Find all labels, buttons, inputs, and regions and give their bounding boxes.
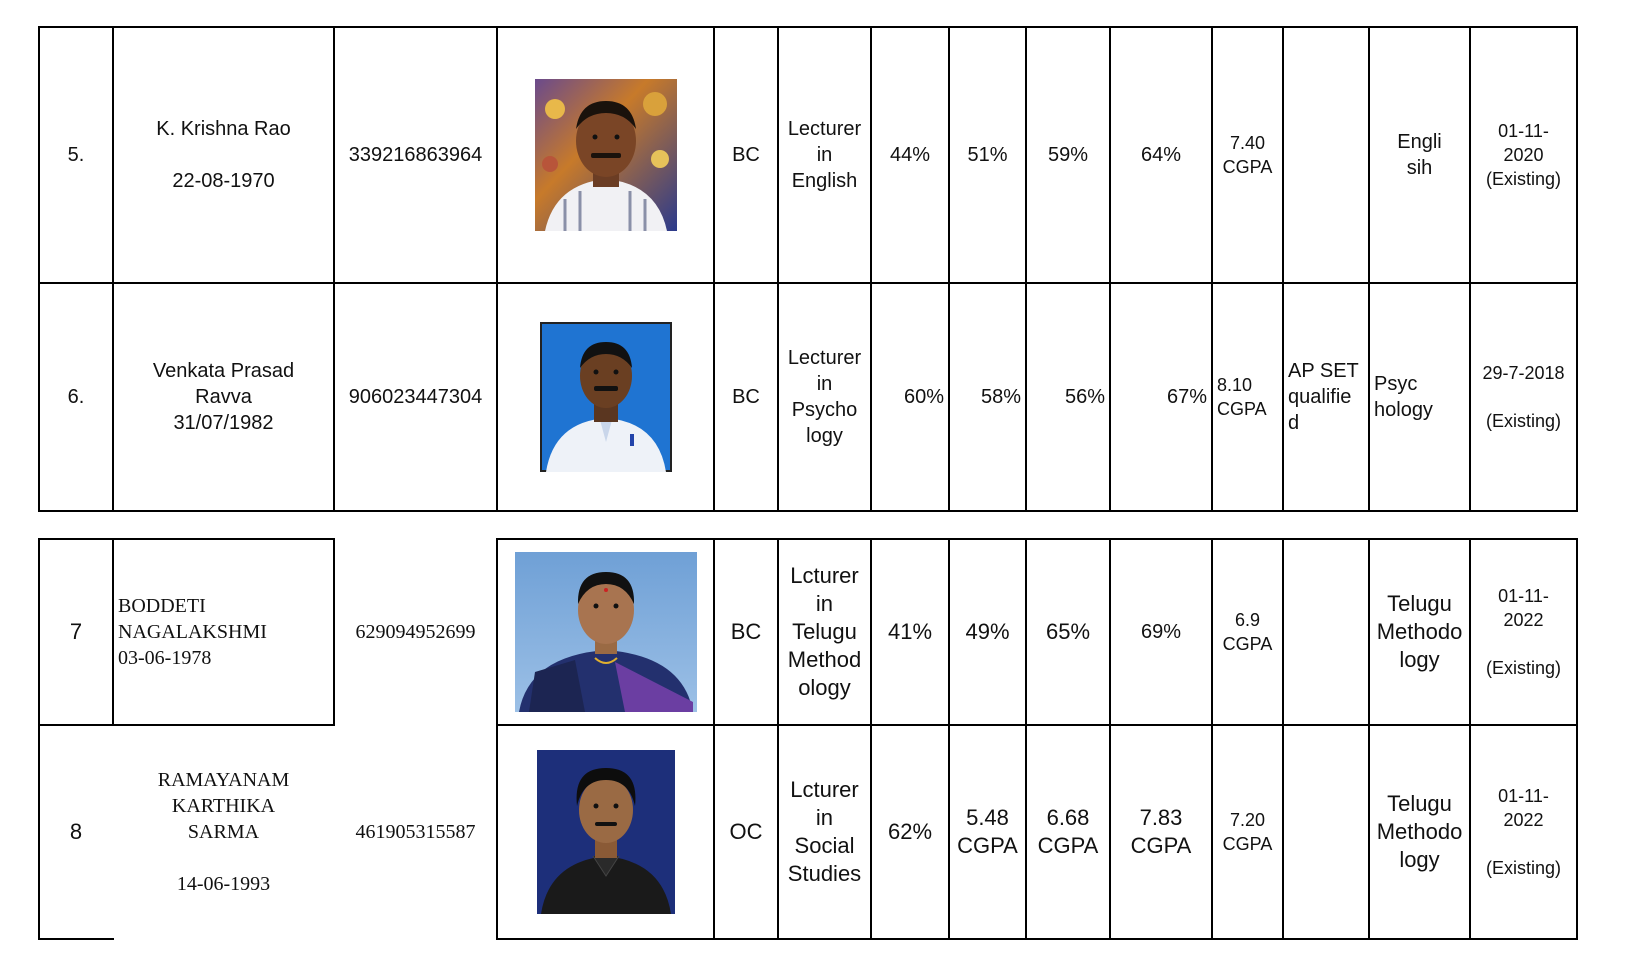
marks-ssc: 60% xyxy=(903,386,944,408)
qualification xyxy=(1284,540,1368,724)
marks-ssc: 41% xyxy=(887,619,933,644)
table-row xyxy=(38,28,1590,282)
photo-cell xyxy=(498,540,713,724)
photo-cell xyxy=(498,284,713,510)
joining-date: 01-11- 2020 (Existing) xyxy=(1485,121,1561,189)
marks-pg: 7.83 CGPA xyxy=(1130,805,1192,858)
qualification: AP SET qualifie d xyxy=(1288,360,1359,434)
candidate-photo xyxy=(535,79,677,231)
joining-date: 01-11- 2022 (Existing) xyxy=(1485,786,1561,878)
marks-inter: 51% xyxy=(967,144,1008,166)
serial-number: 6. xyxy=(67,386,85,408)
grade-cgpa: 6.9 CGPA xyxy=(1222,610,1273,654)
post-applied: Lecturer in English xyxy=(787,118,862,192)
subject: Psyc hology xyxy=(1374,373,1433,421)
table-row xyxy=(38,284,1590,510)
marks-ssc: 62% xyxy=(887,819,933,844)
marks-degree: 6.68 CGPA xyxy=(1037,805,1099,858)
marks-pg: 64% xyxy=(1140,144,1182,166)
category: BC xyxy=(732,386,760,408)
aadhaar-number: 339216863964 xyxy=(348,144,483,166)
category: BC xyxy=(730,619,762,644)
photo-cell xyxy=(498,726,713,938)
table-row xyxy=(38,726,1590,938)
candidate-photo xyxy=(537,750,675,914)
subject: Telugu Methodo logy xyxy=(1376,591,1463,672)
grade-cgpa: 7.20 CGPA xyxy=(1222,810,1273,854)
aadhaar-number: 461905315587 xyxy=(355,821,476,843)
qualification xyxy=(1284,726,1368,938)
marks-degree: 59% xyxy=(1047,144,1089,166)
aadhaar-number: 629094952699 xyxy=(355,621,476,643)
candidate-name-dob: BODDETI NAGALAKSHMI 03-06-1978 xyxy=(118,595,267,669)
marks-pg: 67% xyxy=(1166,386,1207,408)
staff-table-top xyxy=(38,26,1590,512)
table-row xyxy=(38,540,1590,724)
marks-ssc: 44% xyxy=(889,144,931,166)
qualification xyxy=(1284,28,1368,282)
marks-degree: 65% xyxy=(1045,619,1091,644)
aadhaar-number: 906023447304 xyxy=(348,386,483,408)
joining-date: 01-11- 2022 (Existing) xyxy=(1485,586,1561,678)
joining-date: 29-7-2018 (Existing) xyxy=(1482,363,1565,431)
subject: Engli sih xyxy=(1397,131,1442,179)
serial-number: 5. xyxy=(67,144,85,166)
marks-degree: 56% xyxy=(1064,386,1105,408)
candidate-name-dob: Venkata Prasad Ravva 31/07/1982 xyxy=(152,360,295,434)
category: OC xyxy=(729,819,763,844)
candidate-photo xyxy=(540,322,672,472)
candidate-name-dob: K. Krishna Rao 22-08-1970 xyxy=(156,118,291,192)
serial-number: 7 xyxy=(69,619,83,644)
subject: Telugu Methodo logy xyxy=(1376,791,1463,872)
grade-cgpa: 8.10 CGPA xyxy=(1217,375,1267,419)
candidate-photo xyxy=(515,552,697,712)
grade-cgpa: 7.40 CGPA xyxy=(1222,133,1273,177)
candidate-name-dob: RAMAYANAM KARTHIKA SARMA 14-06-1993 xyxy=(157,769,290,895)
photo-cell xyxy=(498,28,713,282)
post-applied: Lcturer in Telugu Method ology xyxy=(787,563,862,700)
post-applied: Lecturer in Psycho logy xyxy=(787,347,862,447)
staff-table-bottom xyxy=(38,538,1590,948)
marks-pg: 69% xyxy=(1140,621,1182,643)
marks-inter: 49% xyxy=(965,619,1010,644)
marks-inter: 5.48 CGPA xyxy=(957,805,1018,858)
post-applied: Lcturer in Social Studies xyxy=(787,777,862,886)
marks-inter: 58% xyxy=(980,386,1021,408)
serial-number: 8 xyxy=(69,819,83,844)
category: BC xyxy=(732,144,760,166)
